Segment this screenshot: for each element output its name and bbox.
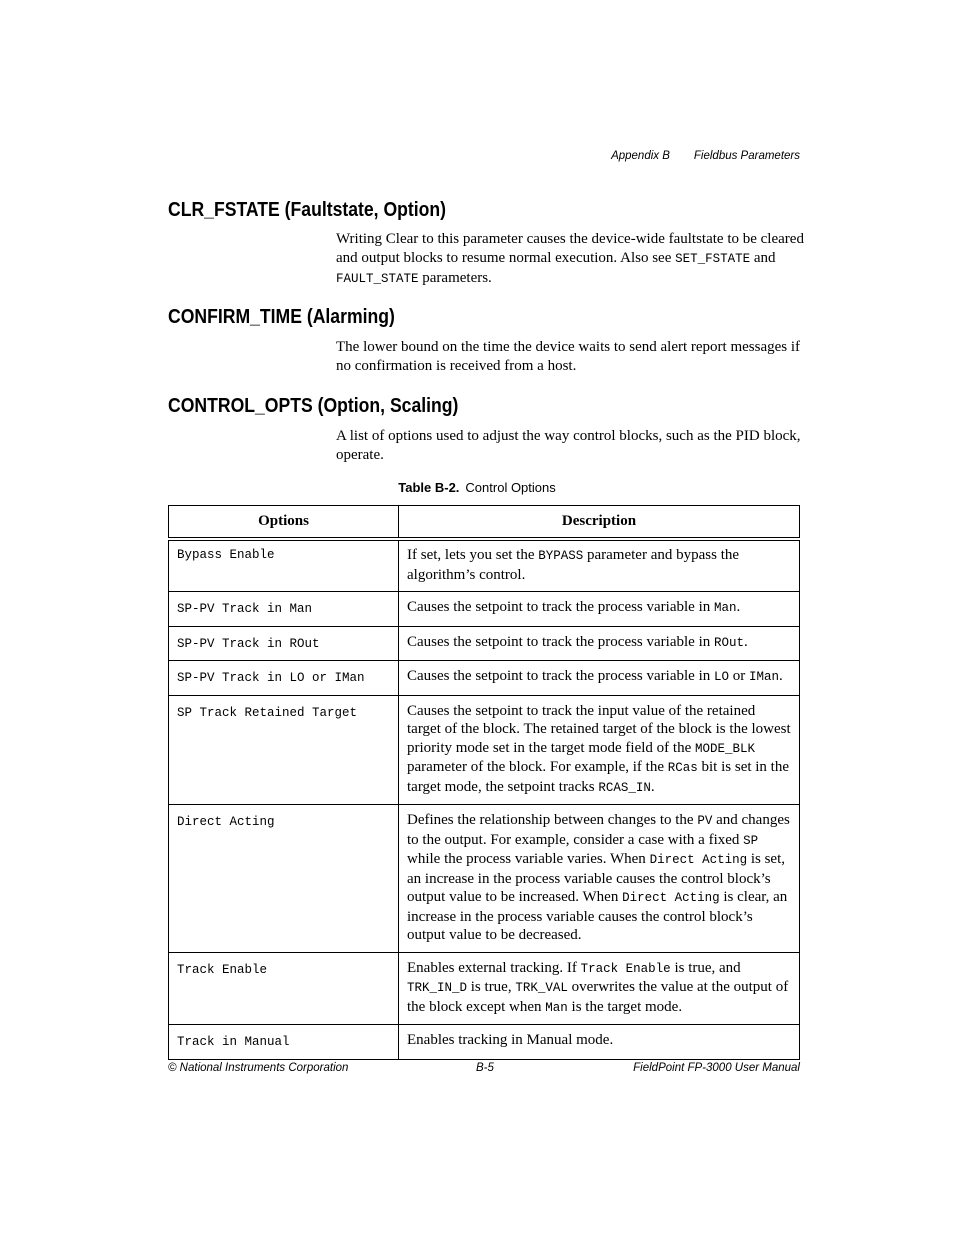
column-header-description: Description bbox=[399, 506, 800, 540]
table-row bbox=[169, 1025, 800, 1060]
clr-text-2: and bbox=[750, 250, 776, 266]
running-header bbox=[611, 150, 800, 162]
footer-manual-title: FieldPoint FP-3000 User Manual bbox=[633, 1062, 800, 1074]
description-text: is true, and bbox=[670, 959, 741, 976]
description-text: bit is set in the target mode, the setpoint tracks bbox=[407, 759, 790, 795]
description-code: TRK_VAL bbox=[515, 981, 568, 995]
description-code: ROut bbox=[714, 635, 745, 650]
description-text: parameter and bypass the algorithm’s control. bbox=[407, 547, 740, 583]
description-text: Defines the relationship between changes to the bbox=[407, 812, 698, 828]
footer-page-number: B-5 bbox=[476, 1062, 494, 1074]
section-body-clr-fstate bbox=[336, 230, 806, 289]
table-caption-number: Table B-2. bbox=[398, 480, 460, 495]
section-body-control-opts: A list of options used to adjust the way control blocks, such as the PID block, operate. bbox=[336, 428, 801, 463]
description-text: is true, bbox=[467, 979, 516, 995]
option-cell: SP-PV Track in Man bbox=[169, 592, 399, 627]
section-body-confirm-time: The lower bound on the time the device waits to send alert report messages if no confirmation is received from a host. bbox=[336, 339, 801, 374]
description-code: PV bbox=[697, 814, 713, 828]
description-code: LO bbox=[714, 670, 730, 684]
description-code: BYPASS bbox=[538, 549, 584, 563]
table-header-row bbox=[169, 506, 800, 540]
description-cell bbox=[399, 695, 800, 805]
table-row bbox=[169, 695, 800, 805]
description-text: . bbox=[744, 633, 748, 650]
description-cell bbox=[399, 805, 800, 953]
section-title-control-opts: CONTROL_OPTS (Option, Scaling) bbox=[168, 395, 459, 417]
description-text: . bbox=[779, 668, 783, 684]
option-cell: Bypass Enable bbox=[169, 539, 399, 592]
footer-copyright: © National Instruments Corporation bbox=[168, 1062, 349, 1074]
description-text: Causes the setpoint to track the process variable in bbox=[407, 599, 714, 615]
description-code: RCAS_IN bbox=[598, 780, 651, 795]
table-row bbox=[169, 539, 800, 592]
description-code: IMan bbox=[749, 670, 780, 684]
description-code: RCas bbox=[667, 761, 698, 775]
clr-code-fault-state: FAULT_STATE bbox=[336, 272, 419, 286]
description-code: Man bbox=[714, 601, 737, 615]
option-cell: Track in Manual bbox=[169, 1025, 399, 1060]
description-text: Causes the setpoint to track the input value of the retained target of the block. The retained target of the block is the lowest priority mode set in the target mode field of the bbox=[407, 702, 791, 756]
description-text: while the process variable varies. When bbox=[407, 851, 650, 867]
description-text: . bbox=[650, 778, 655, 795]
description-cell bbox=[399, 661, 800, 696]
description-text: Causes the setpoint to track the process variable in bbox=[407, 668, 714, 684]
option-cell: Direct Acting bbox=[169, 805, 399, 953]
table-row bbox=[169, 805, 800, 953]
description-cell bbox=[399, 952, 800, 1025]
description-code: Man bbox=[545, 1000, 568, 1015]
description-text: parameter of the block. For example, if the bbox=[407, 759, 668, 775]
description-text: If set, lets you set the bbox=[407, 547, 539, 563]
clr-text-1: Writing Clear to this parameter causes the device-wide faultstate to be cleared and output blocks to resume normal execution. Also see bbox=[336, 231, 804, 266]
table-row bbox=[169, 592, 800, 627]
table-body bbox=[169, 539, 800, 1059]
option-cell: Track Enable bbox=[169, 952, 399, 1025]
description-code: Direct Acting bbox=[649, 853, 748, 867]
description-text: is set, an increase in the process variable causes the control block’s output value to be increased. When bbox=[407, 851, 786, 905]
option-cell: SP-PV Track in ROut bbox=[169, 626, 399, 661]
description-code: Direct Acting bbox=[622, 891, 720, 905]
description-text: or bbox=[729, 668, 750, 684]
description-code: Track Enable bbox=[580, 961, 671, 976]
option-cell: SP Track Retained Target bbox=[169, 695, 399, 805]
description-text: overwrites the value at the output of the block except when bbox=[407, 979, 789, 1015]
description-code: MODE_BLK bbox=[694, 741, 755, 756]
table-row bbox=[169, 661, 800, 696]
section-title-clr-fstate: CLR_FSTATE (Faultstate, Option) bbox=[168, 199, 447, 221]
description-code: SP bbox=[743, 833, 759, 848]
option-cell: SP-PV Track in LO or IMan bbox=[169, 661, 399, 696]
description-text: . bbox=[736, 599, 741, 615]
description-code: TRK_IN_D bbox=[407, 981, 468, 995]
table-caption-title: Control Options bbox=[465, 480, 556, 495]
column-header-options: Options bbox=[169, 506, 399, 540]
description-cell bbox=[399, 539, 800, 592]
description-text: and changes to the output. For example, consider a case with a fixed bbox=[407, 812, 790, 848]
table-row bbox=[169, 626, 800, 661]
description-text: is clear, an increase in the process variable causes the control block’s output value to be decreased. bbox=[407, 889, 788, 943]
section-title-confirm-time: CONFIRM_TIME (Alarming) bbox=[168, 306, 395, 328]
description-cell bbox=[399, 592, 800, 627]
description-text: Enables external tracking. If bbox=[407, 959, 581, 976]
header-appendix: Appendix B bbox=[611, 150, 670, 162]
clr-code-set-fstate: SET_FSTATE bbox=[675, 252, 751, 266]
header-chapter: Fieldbus Parameters bbox=[693, 150, 800, 162]
description-text: is the target mode. bbox=[567, 998, 683, 1015]
description-cell bbox=[399, 626, 800, 661]
control-options-table bbox=[168, 505, 800, 1060]
description-text: Enables tracking in Manual mode. bbox=[407, 1032, 614, 1048]
table-caption bbox=[0, 480, 954, 495]
description-cell bbox=[399, 1025, 800, 1060]
clr-text-3: parameters. bbox=[418, 270, 492, 286]
description-text: Causes the setpoint to track the process variable in bbox=[407, 633, 714, 650]
table-row bbox=[169, 952, 800, 1025]
